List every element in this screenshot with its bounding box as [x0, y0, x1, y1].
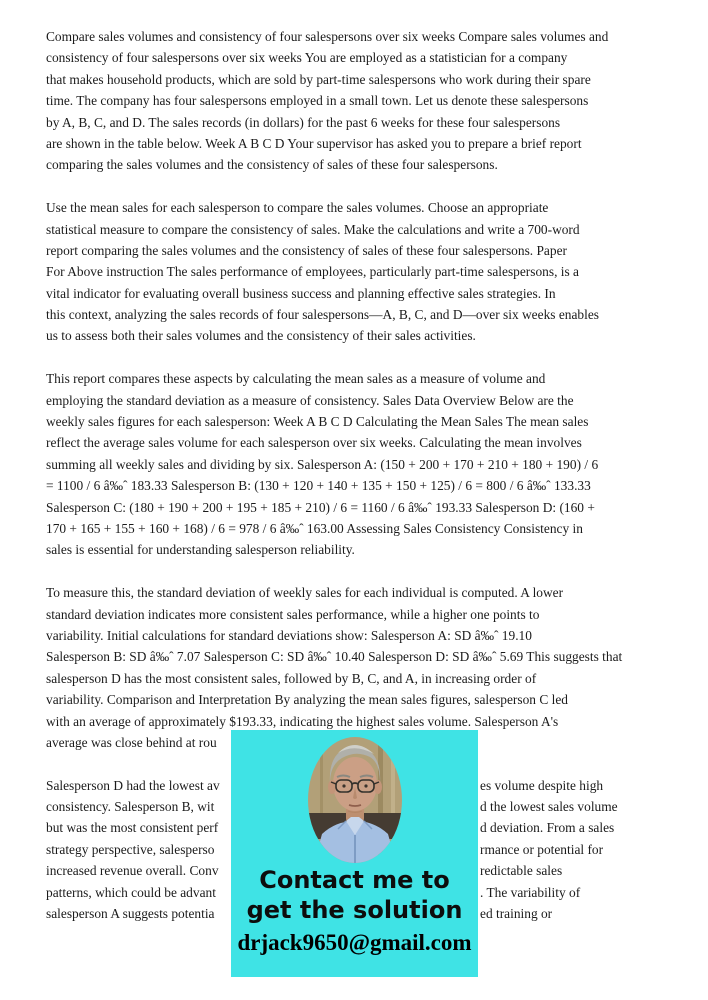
text-fragment-right: ed training or — [480, 906, 553, 922]
text-line: 170 + 165 + 155 + 160 + 168) / 6 = 978 / 6 â‰ˆ 163.00 Assessing Sales Consistency Consistency in — [46, 520, 583, 536]
text-line: For Above instruction The sales performance of employees, particularly part-time salespersons, is a — [46, 264, 579, 280]
text-line: statistical measure to compare the consistency of sales. Make the calculations and write a 700-word — [46, 221, 580, 237]
text-line: variability. Comparison and Interpretation By analyzing the mean sales figures, salesperson C led — [46, 692, 568, 708]
text-fragment-right: . The variability of — [480, 884, 581, 900]
promo-overlay — [231, 730, 478, 977]
text-line: time. The company has four salespersons employed in a small town. Let us denote these salespersons — [46, 93, 589, 109]
paragraph — [46, 197, 676, 347]
portrait-icon — [308, 737, 402, 863]
text-line: comparing the sales volumes and the consistency of sales of these four salespersons. — [46, 157, 498, 173]
text-fragment-right: es volume despite high — [480, 777, 604, 793]
text-fragment-left: Salesperson D had the lowest av — [46, 777, 220, 793]
text-line: This report compares these aspects by calculating the mean sales as a measure of volume and — [46, 371, 546, 387]
text-line: report comparing the sales volumes and the consistency of sales of these four salespersons. Paper — [46, 242, 567, 258]
promo-headline-line2: get the solution — [246, 896, 463, 924]
text-fragment-right: d deviation. From a sales — [480, 820, 615, 836]
consultant-photo — [308, 737, 402, 863]
paragraph — [46, 26, 676, 176]
text-fragment-right: redictable sales — [480, 863, 563, 879]
text-line: = 1100 / 6 â‰ˆ 183.33 Salesperson B: (130 + 120 + 140 + 135 + 150 + 125) / 6 = 800 / 6 â‰ˆ 133.33 — [46, 478, 591, 494]
text-line: Salesperson B: SD â‰ˆ 7.07 Salesperson C: SD â‰ˆ 10.40 Salesperson D: SD â‰ˆ 5.69 This suggests that — [46, 649, 623, 665]
promo-email-address[interactable]: drjack9650@gmail.com — [237, 930, 472, 955]
text-line: summing all weekly sales and dividing by six. Salesperson A: (150 + 200 + 170 + 210 + 180 + 190) / 6 — [46, 456, 599, 472]
text-line: this context, analyzing the sales records of four salespersons—A, B, C, and D—over six weeks enables — [46, 307, 599, 323]
promo-headline-line1: Contact me to — [259, 866, 450, 894]
text-line: Salesperson C: (180 + 190 + 200 + 195 + 185 + 210) / 6 = 1160 / 6 â‰ˆ 193.33 Salesperson D: (160 + — [46, 499, 595, 515]
paragraph — [46, 582, 676, 753]
text-fragment-left: salesperson A suggests potentia — [46, 906, 215, 922]
text-fragment-right: rmance or potential for — [480, 841, 604, 857]
text-line: sales is essential for understanding salesperson reliability. — [46, 542, 355, 558]
text-line: salesperson D has the most consistent sales, followed by B, C, and A, in increasing order of — [46, 670, 537, 686]
text-line: To measure this, the standard deviation of weekly sales for each individual is computed. A lower — [46, 585, 564, 601]
text-fragment-left: but was the most consistent perf — [46, 820, 219, 836]
text-line: vital indicator for evaluating overall business success and planning effective sales strategies. In — [46, 285, 556, 301]
text-line: variability. Initial calculations for standard deviations show: Salesperson A: SD â‰ˆ 19.10 — [46, 627, 532, 643]
paragraph — [46, 368, 676, 561]
text-fragment-left: consistency. Salesperson B, wit — [46, 799, 215, 815]
text-line: reflect the average sales volume for each salesperson over six weeks. Calculating the mean involves — [46, 435, 582, 451]
text-line: consistency of four salespersons over six weeks You are employed as a statistician for a company — [46, 50, 568, 66]
text-line: average was close behind at rou — [46, 734, 217, 750]
text-line: weekly sales figures for each salesperson: Week A B C D Calculating the Mean Sales The mean sales — [46, 414, 589, 430]
text-line: employing the standard deviation as a measure of consistency. Sales Data Overview Below are the — [46, 392, 574, 408]
text-line: us to assess both their sales volumes and the consistency of their sales activities. — [46, 328, 476, 344]
text-line: Use the mean sales for each salesperson to compare the sales volumes. Choose an appropriate — [46, 200, 549, 216]
text-fragment-right: d the lowest sales volume — [480, 799, 618, 815]
text-line: with an average of approximately $193.33, indicating the highest sales volume. Salesperson A's — [46, 713, 559, 729]
text-line: standard deviation indicates more consistent sales performance, while a higher one points to — [46, 606, 540, 622]
text-fragment-left: patterns, which could be advant — [46, 884, 216, 900]
text-fragment-left: increased revenue overall. Conv — [46, 863, 219, 879]
text-line: Compare sales volumes and consistency of four salespersons over six weeks Compare sales volumes and — [46, 29, 609, 44]
text-fragment-left: strategy perspective, salesperso — [46, 841, 215, 857]
text-line: by A, B, C, and D. The sales records (in dollars) for the past 6 weeks for these four salespersons — [46, 114, 561, 130]
text-line: that makes household products, which are sold by part-time salespersons who work during their spare — [46, 71, 591, 87]
text-line: are shown in the table below. Week A B C D Your supervisor has asked you to prepare a brief report — [46, 135, 582, 151]
